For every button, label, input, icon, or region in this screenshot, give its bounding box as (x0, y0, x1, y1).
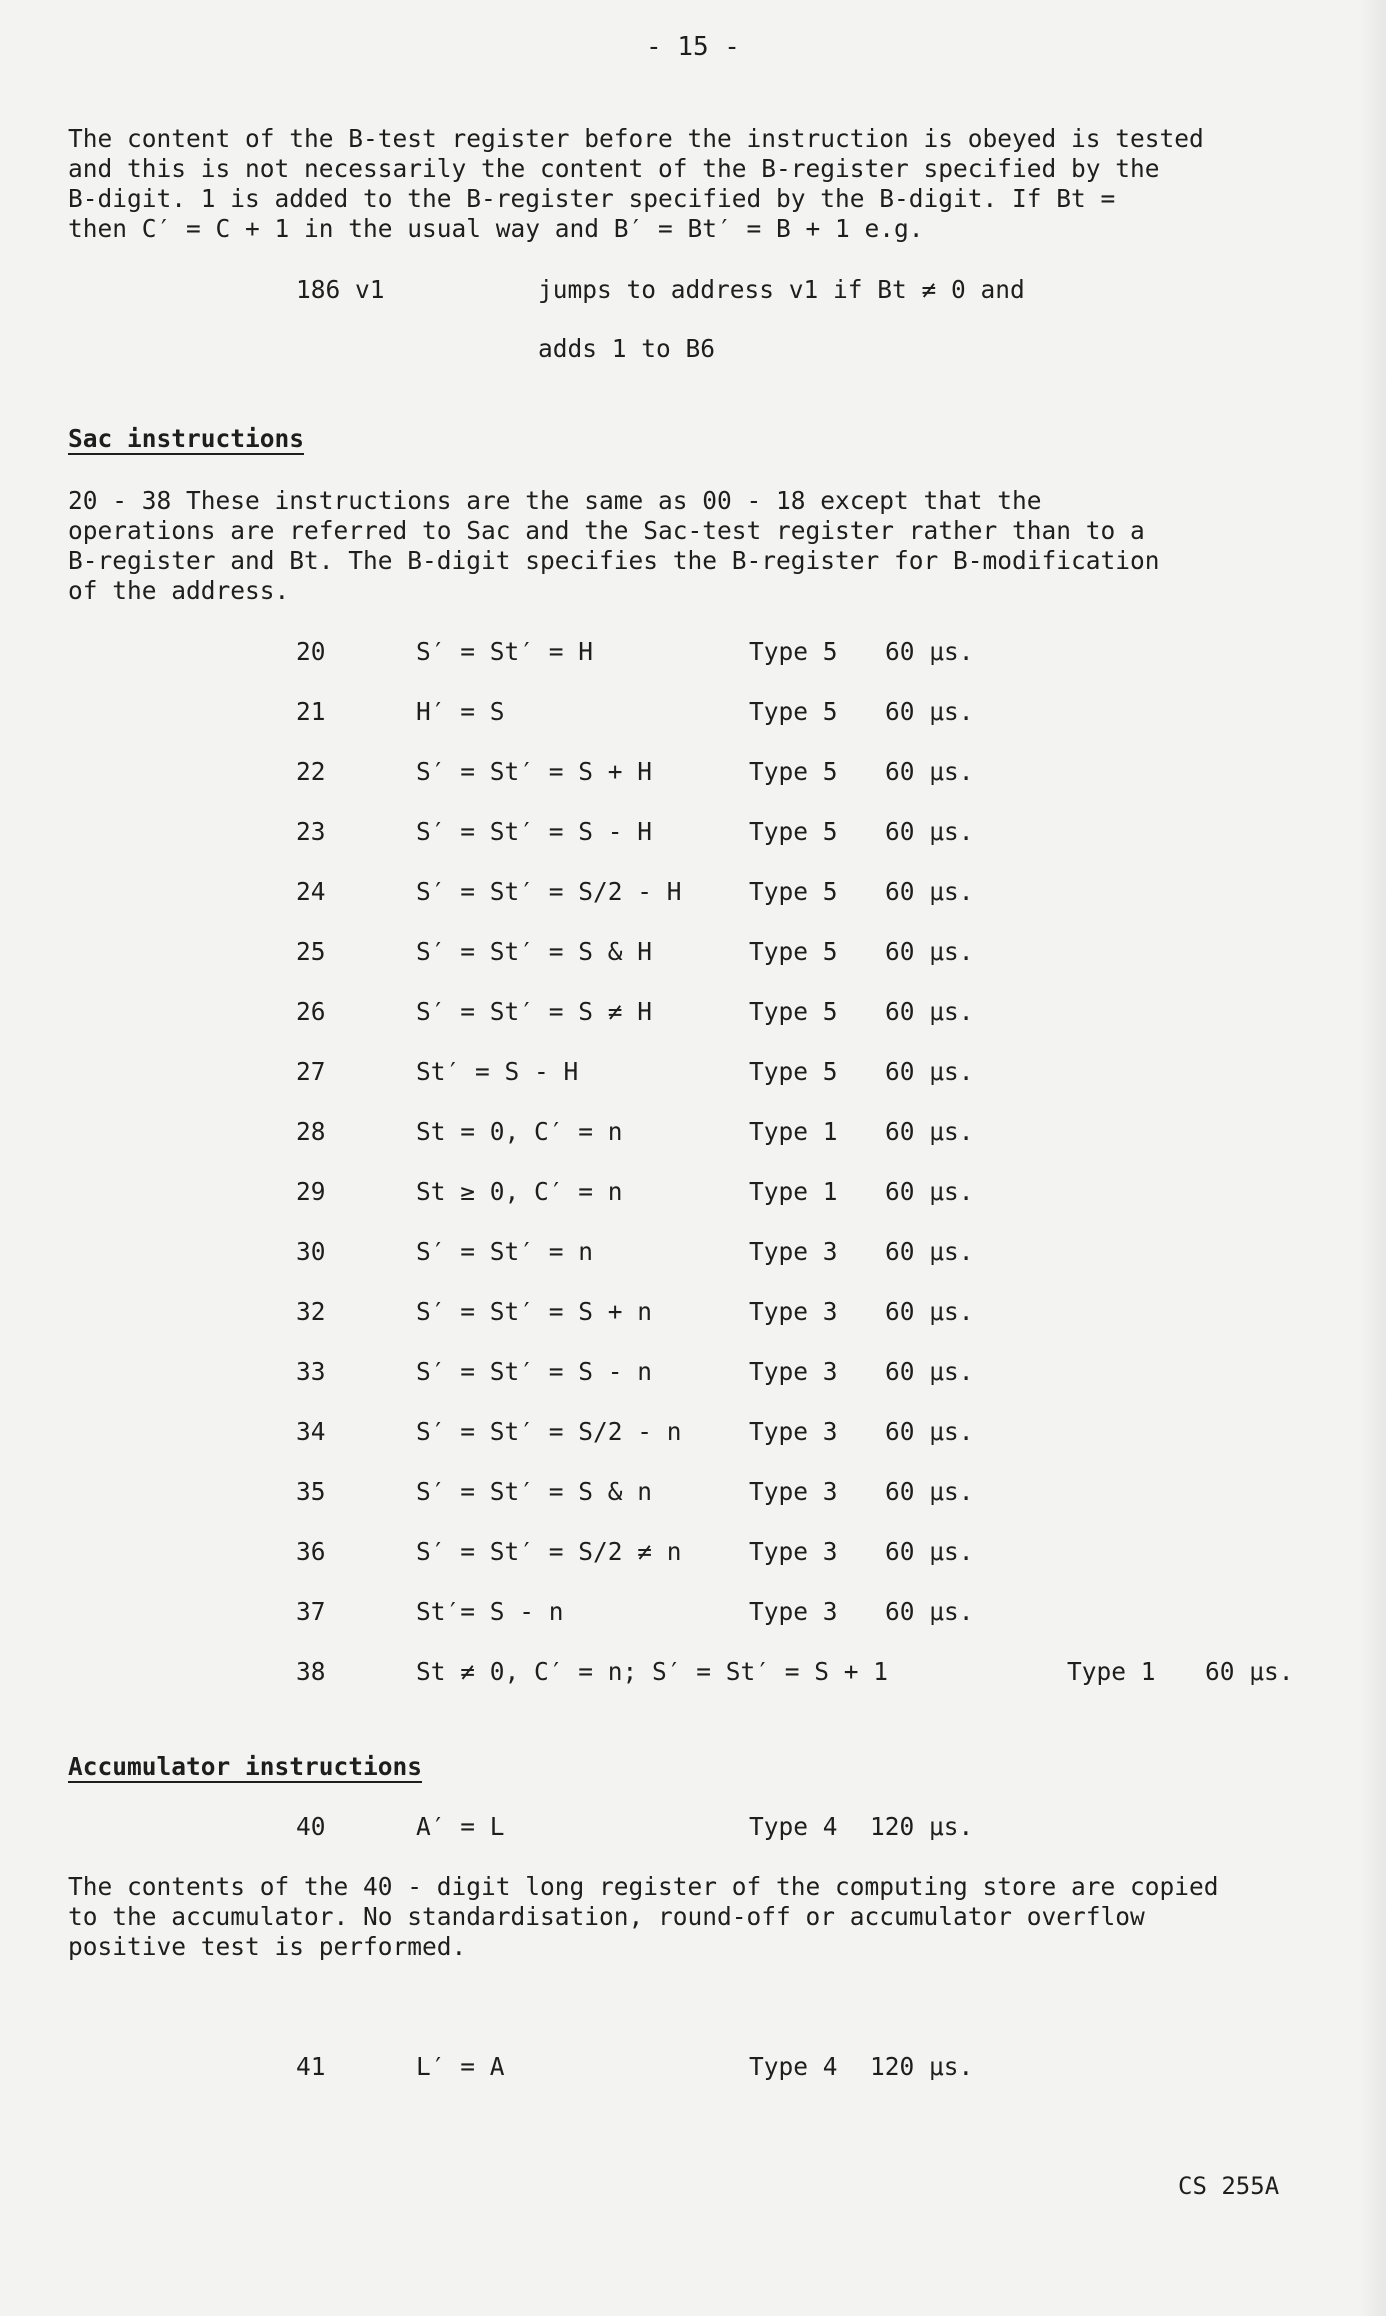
instruction-time: 60 μs. (885, 1057, 974, 1086)
instruction-time: 60 μs. (885, 757, 974, 786)
instruction-code: 38 (296, 1657, 326, 1686)
instruction-time: 60 μs. (885, 1357, 974, 1386)
instruction-operation: H′ = S (416, 697, 505, 726)
table-row (0, 757, 1386, 791)
table-row-40 (0, 1812, 1386, 1846)
instruction-code: 34 (296, 1417, 326, 1446)
instruction-operation: S′ = St′ = S - H (416, 817, 653, 846)
example-row (0, 275, 1386, 309)
instruction-operation: St′ = S - H (416, 1057, 579, 1086)
example-description-continued: adds 1 to B6 (538, 334, 716, 363)
instruction-code: 35 (296, 1477, 326, 1506)
page-edge-shadow (1360, 0, 1386, 2316)
instruction-type: Type 5 (749, 877, 838, 906)
instruction-time: 60 μs. (885, 697, 974, 726)
instruction-time: 60 μs. (885, 877, 974, 906)
instruction-code: 36 (296, 1537, 326, 1566)
accumulator-line: to the accumulator. No standardisation, round-off or accumulator overflow (68, 1902, 1145, 1931)
intro-paragraph (68, 124, 1268, 244)
instruction-time: 60 μs. (885, 1477, 974, 1506)
instruction-time: 60 μs. (885, 1117, 974, 1146)
instruction-type: Type 5 (749, 997, 838, 1026)
table-row (0, 1417, 1386, 1451)
intro-line: then C′ = C + 1 in the usual way and B′ = Bt′ = B + 1 e.g. (68, 214, 924, 243)
instruction-code: 21 (296, 697, 326, 726)
instruction-operation: S′ = St′ = S & H (416, 937, 653, 966)
instruction-type: Type 3 (749, 1537, 838, 1566)
instruction-time: 60 μs. (885, 1297, 974, 1326)
accumulator-line: positive test is performed. (68, 1932, 467, 1961)
intro-line: and this is not necessarily the content of the B-register specified by the (68, 154, 1160, 183)
instruction-operation: S′ = St′ = S - n (416, 1357, 653, 1386)
table-row (0, 1477, 1386, 1511)
instruction-time: 60 μs. (885, 637, 974, 666)
table-row (0, 997, 1386, 1031)
example-code: 186 v1 (296, 275, 385, 304)
instruction-code: 41 (296, 2052, 326, 2081)
instruction-type: Type 1 (1067, 1657, 1156, 1686)
instruction-code: 27 (296, 1057, 326, 1086)
instruction-code: 30 (296, 1237, 326, 1266)
table-row (0, 1057, 1386, 1091)
instruction-type: Type 3 (749, 1477, 838, 1506)
intro-line: The content of the B-test register before the instruction is obeyed is tested (68, 124, 1204, 153)
instruction-operation: S′ = St′ = S & n (416, 1477, 653, 1506)
table-row (0, 877, 1386, 911)
instruction-operation: St′= S - n (416, 1597, 564, 1626)
instruction-code: 24 (296, 877, 326, 906)
example-row-continued (0, 334, 1386, 368)
instruction-type: Type 3 (749, 1297, 838, 1326)
instruction-operation: S′ = St′ = S/2 ≠ n (416, 1537, 682, 1566)
table-row-41 (0, 2052, 1386, 2086)
table-row (0, 1597, 1386, 1631)
instruction-code: 40 (296, 1812, 326, 1841)
table-row (0, 637, 1386, 671)
table-row (0, 817, 1386, 851)
instruction-time: 60 μs. (885, 1417, 974, 1446)
instruction-type: Type 5 (749, 757, 838, 786)
instruction-operation: S′ = St′ = n (416, 1237, 594, 1266)
instruction-operation: A′ = L (416, 1812, 505, 1841)
instruction-time: 60 μs. (885, 1537, 974, 1566)
accumulator-line: The contents of the 40 - digit long register of the computing store are copied (68, 1872, 1219, 1901)
instruction-operation: St ≥ 0, C′ = n (416, 1177, 623, 1206)
table-row (0, 1177, 1386, 1211)
table-row (0, 1297, 1386, 1331)
instruction-time: 60 μs. (885, 937, 974, 966)
instruction-operation: S′ = St′ = H (416, 637, 594, 666)
instruction-operation: St = 0, C′ = n (416, 1117, 623, 1146)
table-row (0, 697, 1386, 731)
instruction-time: 120 μs. (870, 1812, 974, 1841)
intro-line: B-digit. 1 is added to the B-register specified by the B-digit. If Bt = (68, 184, 1116, 213)
instruction-type: Type 4 (749, 1812, 838, 1841)
table-row (0, 1117, 1386, 1151)
instruction-operation: S′ = St′ = S ≠ H (416, 997, 653, 1026)
sac-heading: Sac instructions (68, 424, 305, 453)
instruction-code: 22 (296, 757, 326, 786)
instruction-code: 26 (296, 997, 326, 1026)
instruction-type: Type 1 (749, 1117, 838, 1146)
sac-line: 20 - 38 These instructions are the same as 00 - 18 except that the (68, 486, 1042, 515)
example-description: jumps to address v1 if Bt ≠ 0 and (538, 275, 1025, 304)
instruction-type: Type 3 (749, 1417, 838, 1446)
instruction-type: Type 5 (749, 937, 838, 966)
instruction-code: 20 (296, 637, 326, 666)
instruction-time: 60 μs. (1205, 1657, 1294, 1686)
instruction-time: 60 μs. (885, 1597, 974, 1626)
instruction-code: 28 (296, 1117, 326, 1146)
accumulator-heading: Accumulator instructions (68, 1752, 423, 1781)
sac-line: of the address. (68, 576, 290, 605)
table-row-38 (0, 1657, 1386, 1691)
table-row (0, 1237, 1386, 1271)
instruction-time: 60 μs. (885, 1237, 974, 1266)
sac-line: operations are referred to Sac and the Sac-test register rather than to a (68, 516, 1145, 545)
instruction-time: 60 μs. (885, 817, 974, 846)
document-code-footer: CS 255A (1178, 2172, 1280, 2200)
instruction-operation: L′ = A (416, 2052, 505, 2081)
instruction-time: 120 μs. (870, 2052, 974, 2081)
instruction-type: Type 4 (749, 2052, 838, 2081)
instruction-type: Type 1 (749, 1177, 838, 1206)
instruction-type: Type 3 (749, 1357, 838, 1386)
sac-line: B-register and Bt. The B-digit specifies the B-register for B-modification (68, 546, 1160, 575)
instruction-type: Type 5 (749, 817, 838, 846)
table-row (0, 1357, 1386, 1391)
instruction-type: Type 5 (749, 637, 838, 666)
sac-paragraph (68, 486, 1268, 606)
instruction-operation: St ≠ 0, C′ = n; S′ = St′ = S + 1 (416, 1657, 889, 1686)
instruction-type: Type 5 (749, 697, 838, 726)
instruction-code: 32 (296, 1297, 326, 1326)
instruction-type: Type 3 (749, 1237, 838, 1266)
instruction-code: 25 (296, 937, 326, 966)
accumulator-paragraph (68, 1872, 1268, 1962)
instruction-code: 29 (296, 1177, 326, 1206)
table-row (0, 1537, 1386, 1571)
page-number: - 15 - (646, 32, 740, 62)
instruction-time: 60 μs. (885, 997, 974, 1026)
instruction-operation: S′ = St′ = S/2 - H (416, 877, 682, 906)
instruction-code: 37 (296, 1597, 326, 1626)
instruction-type: Type 5 (749, 1057, 838, 1086)
instruction-operation: S′ = St′ = S + n (416, 1297, 653, 1326)
instruction-code: 33 (296, 1357, 326, 1386)
instruction-operation: S′ = St′ = S/2 - n (416, 1417, 682, 1446)
instruction-type: Type 3 (749, 1597, 838, 1626)
instruction-time: 60 μs. (885, 1177, 974, 1206)
table-row (0, 937, 1386, 971)
instruction-code: 23 (296, 817, 326, 846)
instruction-operation: S′ = St′ = S + H (416, 757, 653, 786)
